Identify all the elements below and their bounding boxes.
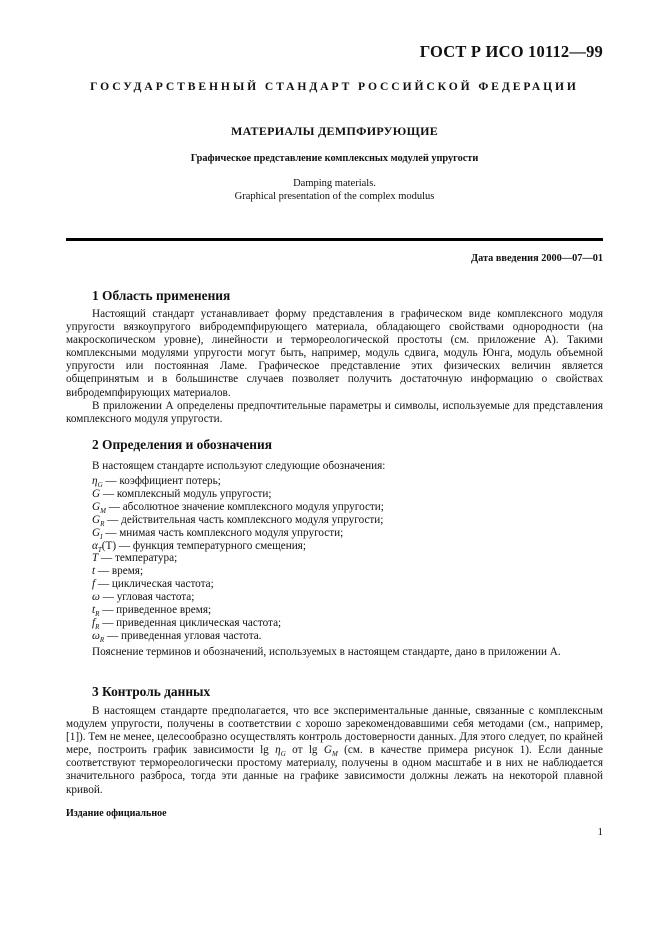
- symbol: t: [92, 565, 96, 578]
- symbol-description: — приведенная угловая частота.: [104, 629, 262, 642]
- symbol-description: (T) — функция температурного смещения;: [101, 539, 306, 552]
- symbols-list: [92, 475, 384, 643]
- section-2-heading: 2 Определения и обозначения: [92, 437, 272, 452]
- symbol: ω: [92, 591, 100, 604]
- symbol-subscript: R: [95, 610, 100, 619]
- symbol: G: [92, 500, 101, 513]
- section-3-heading: 3 Контроль данных: [92, 684, 211, 699]
- page-number: 1: [597, 826, 603, 838]
- symbol: f: [92, 616, 96, 629]
- section-2-intro: В настоящем стандарте используют следующие обозначения:: [92, 460, 386, 472]
- section-3-paragraph: В настоящем стандарте предполагается, что все экспериментальные данные, связанные с комплексным модулем упругости, получены в соответствии с хорошо зарекомендовавшими себя методами (см., например, [1]). Тем не менее, целесообразно осуществлять контроль достоверности данных. Для этого следует, по крайней мере, построить график зависимости $\lg \eta_G$ от $\lg G_M$ (см. в качестве примера рисунок 1). Если данные соответствуют термореологически простому материалу, получены в одном масштабе и в них не наблюдается значительного разброса, тогда эти данные на графике зависимости должны лежать на некоторой плавной кривой.: [66, 705, 604, 796]
- symbol-description: — абсолютное значение комплексного модуля упругости;: [105, 500, 384, 513]
- section-2-closing: Пояснение терминов и обозначений, используемых в настоящем стандарте, дано в приложении А.: [92, 646, 561, 658]
- document-title: МАТЕРИАЛЫ ДЕМПФИРУЮЩИЕ: [230, 124, 439, 138]
- effective-date: Дата введения 2000—07—01: [471, 253, 603, 264]
- english-title-line-2: Graphical presentation of the complex modulus: [234, 191, 435, 202]
- symbol-description: — комплексный модуль упругости;: [100, 487, 272, 500]
- symbol-subscript: I: [100, 532, 103, 541]
- symbol-definition-item: [92, 501, 384, 514]
- edition-note: Издание официальное: [66, 808, 167, 819]
- symbol-description: — приведенное время;: [99, 604, 212, 617]
- symbol-description: — время;: [95, 565, 144, 578]
- symbol-description: — мнимая часть комплексного модуля упругости;: [102, 526, 344, 539]
- symbol: f: [92, 578, 96, 591]
- document-subtitle: Графическое представление комплексных модулей упругости: [190, 153, 479, 164]
- symbol-definition-item: [92, 488, 384, 501]
- symbol-definition-item: [92, 527, 384, 540]
- symbol-description: — коэффициент потерь;: [102, 475, 221, 487]
- symbol-definition-item: [92, 540, 384, 553]
- symbol-description: — угловая частота;: [99, 591, 195, 604]
- symbol-subscript: R: [100, 519, 105, 528]
- header-divider: [66, 238, 603, 241]
- symbol-definition-item: [92, 514, 384, 527]
- symbol-description: — действительная часть комплексного модуля упругости;: [104, 513, 384, 526]
- section-1-paragraph-1: Настоящий стандарт устанавливает форму представления в графическом виде комплексного модуля упругости вязкоупругого вибродемпфирующего материала, обладающего свойствами однородности (на макроскопическом уровне), линейности и термореологической простоты (см. приложение А). Такими комплексными модулями упругости могут быть, например, модуль сдвига, модуль Юнга, модуль объемной упругости или постоянная Ламе. Графическое представление этих физических величин является общепринятым и в большинстве случаев позволяет получить достаточную информацию о свойствах вибродемпфирующих материалов.: [66, 308, 603, 399]
- symbol: η: [92, 475, 98, 487]
- symbol-definition-item: [92, 591, 384, 604]
- symbol-definition-item: [92, 578, 384, 591]
- symbol: G: [92, 513, 101, 526]
- symbol-subscript: T: [97, 545, 102, 554]
- symbol: T: [92, 552, 99, 565]
- symbol: G: [92, 526, 101, 539]
- gost-number: ГОСТ Р ИСО 10112—99: [419, 42, 603, 61]
- symbol-definition-item: [92, 565, 384, 578]
- symbol-description: — приведенная циклическая частота;: [99, 616, 282, 629]
- symbol-description: — циклическая частота;: [95, 578, 214, 591]
- symbol-definition-item: [92, 604, 384, 617]
- section-1-paragraph-2: В приложении А определены предпочтительные параметры и символы, используемые для представления комплексного модуля упругости.: [66, 400, 603, 426]
- symbol: ω: [92, 629, 100, 642]
- symbol: α: [92, 539, 98, 552]
- symbol: t: [92, 604, 96, 617]
- symbol-definition-item: [92, 475, 384, 488]
- state-standard-banner: ГОСУДАРСТВЕННЫЙ СТАНДАРТ РОССИЙСКОЙ ФЕДЕРАЦИИ: [90, 80, 579, 93]
- symbol-subscript: R: [95, 623, 100, 632]
- symbol-description: — температура;: [98, 552, 178, 565]
- symbol-definition-item: [92, 552, 384, 565]
- symbol-definition-item: [92, 617, 384, 630]
- symbol-subscript: G: [97, 481, 103, 490]
- section-1-heading: 1 Область применения: [92, 288, 231, 303]
- english-title-line-1: Damping materials.: [293, 178, 376, 189]
- symbol-subscript: M: [100, 507, 106, 516]
- symbol-definition-item: [92, 630, 384, 643]
- symbol-subscript: R: [99, 636, 105, 645]
- symbol: G: [92, 487, 101, 500]
